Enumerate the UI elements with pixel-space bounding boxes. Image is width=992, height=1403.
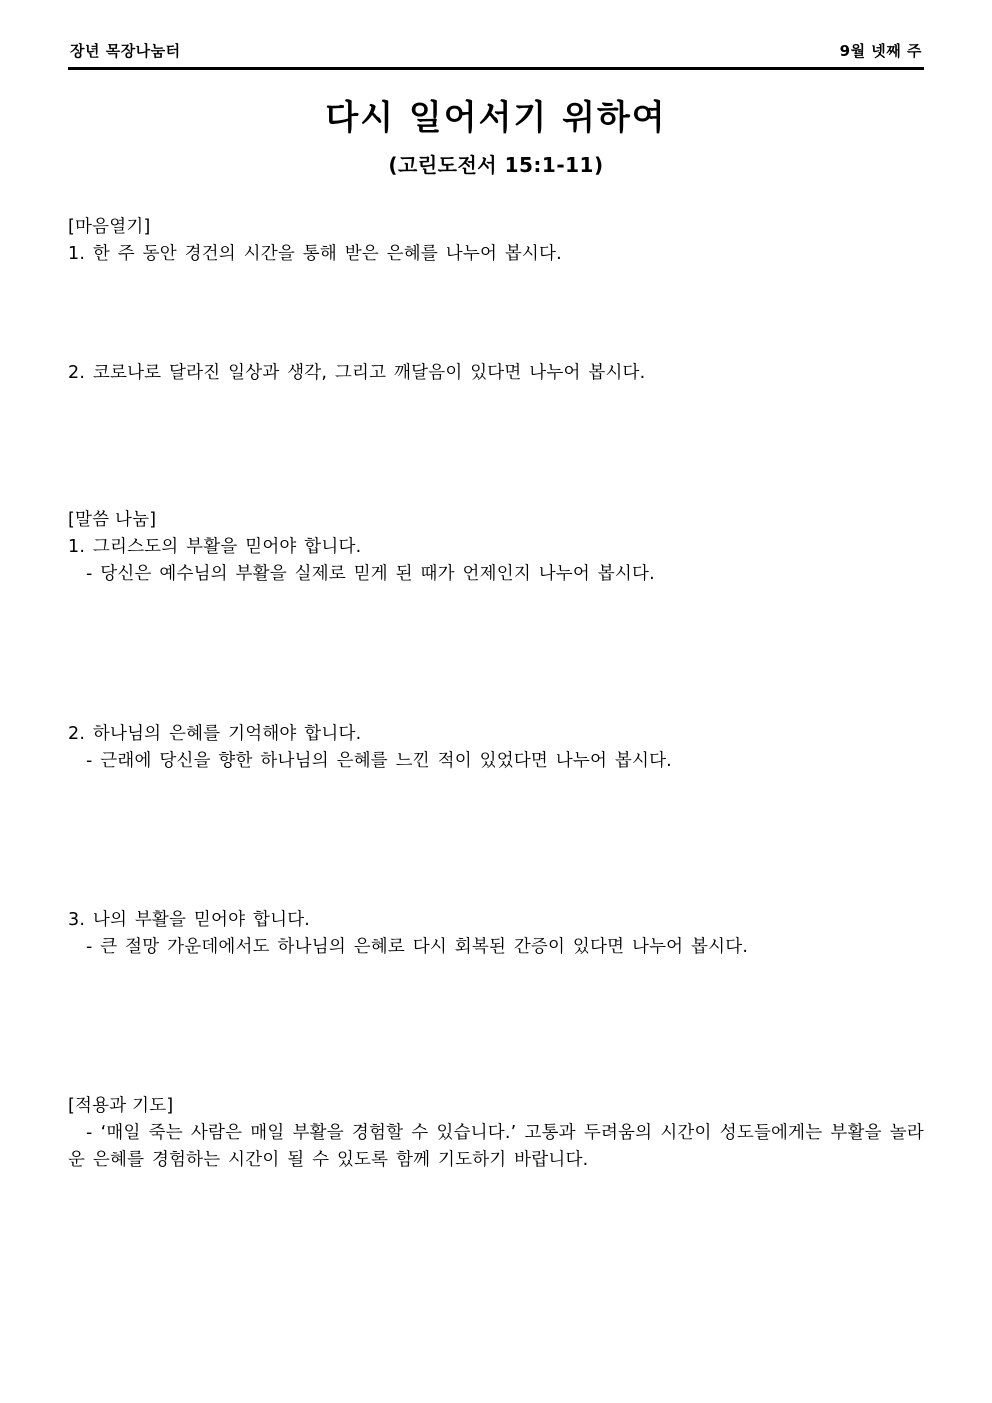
spacer [68, 268, 924, 360]
page-title: 다시 일어서기 위하여 [325, 98, 667, 138]
section-heading: [적용과 기도] [68, 1096, 174, 1117]
list-item: 1. 한 주 동안 경건의 시간을 통해 받은 은혜를 나누어 봅시다. [68, 243, 562, 264]
closing-paragraph [68, 1120, 924, 1174]
header-right-label: 9월 넷째 주 [839, 42, 922, 60]
spacer [68, 589, 924, 721]
section-application-prayer [68, 1093, 924, 1174]
spacer [68, 961, 924, 1093]
header-left-label: 장년 목장나눔터 [70, 42, 181, 60]
closing-line-1: - ‘매일 죽는 사람은 매일 부활을 경험할 수 있습니다.’ 고통과 두려움의 시간이 [86, 1123, 712, 1144]
list-sub-item: - 큰 절망 가운데에서도 하나님의 은혜로 다시 회복된 간증이 있다면 나누어 봅시다. [86, 936, 749, 957]
list-item: 2. 하나님의 은혜를 기억해야 합니다. [68, 723, 362, 744]
page-subtitle: (고린도전서 15:1-11) [388, 152, 604, 177]
list-item: 2. 코로나로 달라진 일상과 생각, 그리고 깨달음이 있다면 나누어 봅시다. [68, 363, 646, 384]
document-body [68, 214, 924, 1175]
list-sub-item: - 당신은 예수님의 부활을 실제로 믿게 된 때가 언제인지 나누어 봅시다. [86, 564, 655, 585]
section-opening [68, 214, 924, 387]
spacer [68, 387, 924, 507]
section-word-sharing [68, 507, 924, 961]
closing-line-2: 성도들에게는 부활을 놀라운 은혜를 경험하는 시간이 될 수 있도록 함께 기도하기 바랍니다. [68, 1123, 925, 1171]
spacer [68, 775, 924, 907]
section-heading: [말씀 나눔] [68, 510, 157, 531]
page-header [68, 40, 924, 67]
header-divider [68, 67, 924, 70]
section-heading: [마음열기] [68, 216, 151, 237]
list-item: 1. 그리스도의 부활을 믿어야 합니다. [68, 537, 362, 558]
list-item: 3. 나의 부활을 믿어야 합니다. [68, 909, 311, 930]
list-sub-item: - 근래에 당신을 향한 하나님의 은혜를 느낀 적이 있었다면 나누어 봅시다. [86, 750, 672, 771]
